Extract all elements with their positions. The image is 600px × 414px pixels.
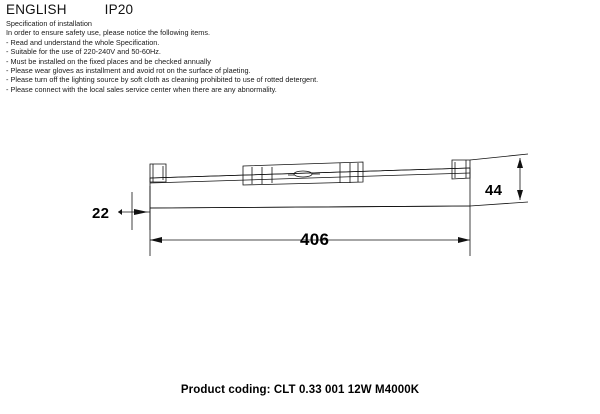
arrow-22-right [134, 209, 148, 215]
spec-item: - Please wear gloves as installment and avoid rot on the surface of plaeting. [6, 66, 251, 76]
arrow-22-left [118, 209, 122, 215]
spec-item: - Suitable for the use of 220-240V and 50-60Hz. [6, 47, 161, 57]
spec-item: - Must be installed on the fixed places and be checked annually [6, 56, 211, 66]
left-end-cap [150, 164, 166, 182]
dimension-label-22: 22 [92, 205, 110, 222]
spec-item: - Please turn off the lighting source by soft cloth as cleaning prohibited to use of rotted detergent. [6, 75, 319, 85]
ip-rating-label: IP20 [104, 2, 134, 17]
language-label: ENGLISH [6, 2, 67, 17]
dimension-label-406: 406 [300, 230, 330, 249]
dimension-label-44: 44 [485, 182, 503, 199]
spec-intro: In order to ensure safety use, please notice the following items. [6, 28, 211, 38]
cable-gland [294, 171, 312, 177]
document-header [6, 2, 133, 17]
spec-item: - Please connect with the local sales service center when there are any abnormality. [6, 84, 277, 94]
fixture-body [150, 168, 470, 208]
product-coding-footer: Product coding: CLT 0.33 001 12W M4000K [180, 384, 420, 396]
arrow-44-top [517, 158, 523, 168]
arrow-44-bottom [517, 190, 523, 200]
arrow-406-right [458, 237, 470, 243]
specification-block [6, 19, 426, 94]
technical-drawing [0, 130, 600, 290]
spec-title: Specification of installation [6, 19, 92, 28]
spec-item: - Read and understand the whole Specification. [6, 37, 160, 47]
drawing-svg [0, 130, 600, 290]
arrow-406-left [150, 237, 162, 243]
